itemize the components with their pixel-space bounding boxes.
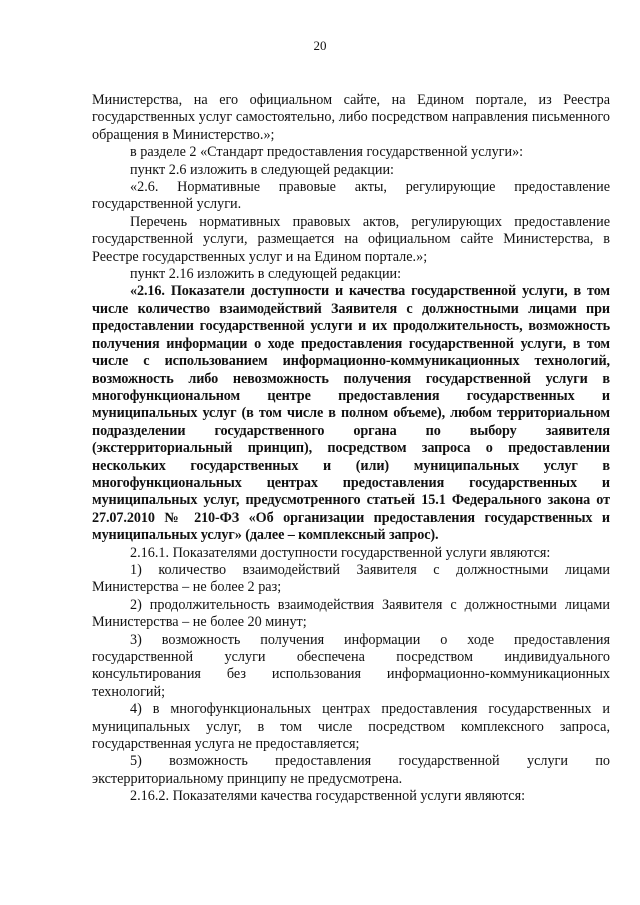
paragraph-item-2-16: «2.16. Показатели доступности и качества государственной услуги, в том числе количество взаимодействий Заявителя с должностными лицами при предоставлении государственной услуги и их продолжительность, возможность получения информации о ходе предоставления государственной услуги, в том числе с использованием информационно-коммуникационных технологий, возможность либо невозможность получения государственной услуги в многофункциональном центре предоставления государственных и муниципальных услуг (в том числе в полном объеме), любом территориальном подразделении государственного органа по выбору заявителя (экстерриториальный принцип), посредством запроса о предоставлении нескольких государственных и (или) муниципальных услуг в многофункциональных центрах предоставления государственных и муниципальных услуг, предусмотренного статьей 15.1 Федерального закона от 27.07.2010 № 210-ФЗ «Об организации предоставления государственных и муниципальных услуг» (далее – комплексный запрос). (92, 283, 610, 544)
paragraph-item-2-6-intro: пункт 2.6 изложить в следующей редакции: (130, 161, 394, 178)
paragraph-item-2-16-intro: пункт 2.16 изложить в следующей редакции: (130, 266, 402, 283)
list-item-1: 1) количество взаимодействий Заявителя с должностными лицами Министерства – не более 2 раз; (92, 561, 610, 596)
paragraph-item-2-16-1: 2.16.1. Показателями доступности государственной услуги являются: (130, 544, 551, 561)
list-item-4: 4) в многофункциональных центрах предоставления государственных и муниципальных услуг, в том числе посредством комплексного запроса, государственная услуга не предоставляется; (92, 701, 610, 753)
paragraph-section-2: в разделе 2 «Стандарт предоставления государственной услуги»: (130, 144, 524, 161)
paragraph-legal-acts-list: Перечень нормативных правовых актов, регулирующих предоставление государственной услуги, размещается на официальном сайте Министерства, в Реестре государственных услуг и на Едином портале.»; (92, 213, 610, 265)
list-item-3: 3) возможность получения информации о ходе предоставления государственной услуги обеспечена посредством индивидуального консультирования без использования информационно-коммуникационных технологий; (92, 631, 610, 700)
list-item-2: 2) продолжительность взаимодействия Заявителя с должностными лицами Министерства – не более 20 минут; (92, 596, 610, 631)
page-number: 20 (313, 38, 327, 53)
document-body (92, 92, 610, 806)
paragraph-item-2-6: «2.6. Нормативные правовые акты, регулирующие предоставление государственной услуги. (92, 179, 610, 213)
paragraph-ministry-continuation: Министерства, на его официальном сайте, на Едином портале, из Реестра государственных услуг самостоятельно, либо посредством направления письменного обращения в Министерство.»; (92, 92, 610, 143)
list-item-5: 5) возможность предоставления государственной услуги по экстерриториальному принципу не предусмотрена. (92, 753, 610, 787)
paragraph-item-2-16-2: 2.16.2. Показателями качества государственной услуги являются: (130, 788, 526, 805)
